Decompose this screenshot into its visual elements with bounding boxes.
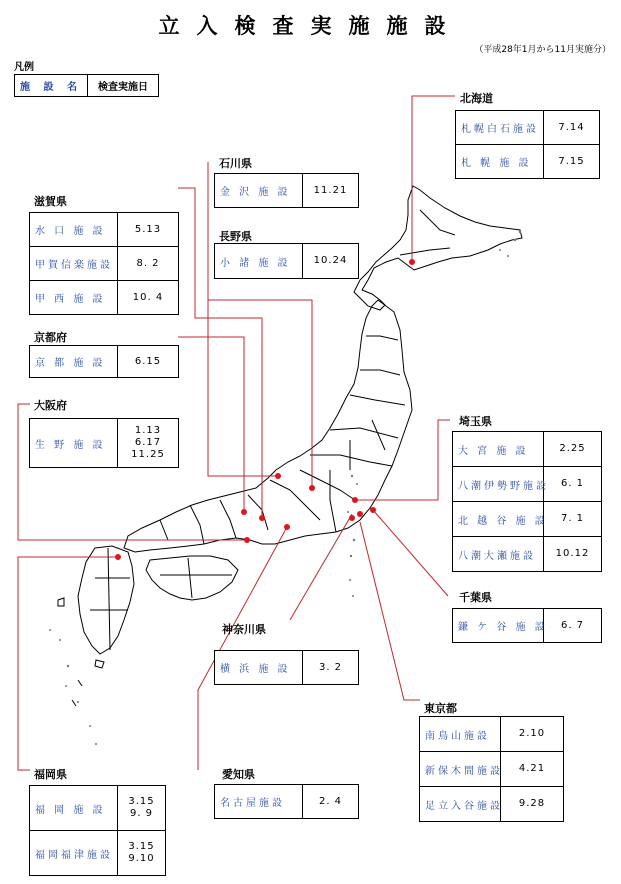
inspection-dates — [501, 787, 563, 821]
facility-row — [30, 247, 178, 281]
facility-name: 福 岡 施 設 — [30, 786, 118, 830]
facility-name: 生 野 施 設 — [30, 419, 118, 467]
facility-row — [215, 651, 358, 684]
facility-name: 八潮大瀬施設 — [453, 537, 544, 571]
facility-name: 札 幌 施 設 — [456, 145, 544, 178]
inspection-dates — [303, 244, 358, 278]
marker-kanagawa — [349, 515, 355, 521]
inspection-dates — [544, 467, 601, 501]
inspection-date: 10. 4 — [132, 291, 164, 303]
inspection-date: 7.14 — [558, 121, 585, 133]
marker-shiga — [259, 515, 265, 521]
facility-name: 新保木間施設 — [420, 752, 501, 786]
facility-name: 大 宮 施 設 — [453, 432, 544, 466]
facility-name: 鎌 ケ 谷 施 設 — [453, 609, 544, 642]
facility-name: 北 越 谷 施 設 — [453, 502, 544, 536]
facility-row — [453, 502, 601, 537]
inspection-date: 2.10 — [518, 728, 546, 739]
facility-name: 京 都 施 設 — [30, 346, 118, 377]
inspection-dates — [303, 785, 358, 818]
facility-name: 札幌白石施設 — [456, 111, 544, 144]
facility-name: 金 沢 施 設 — [215, 174, 303, 207]
facility-row — [215, 244, 358, 278]
pref-label-kyoto: 京都府 — [34, 331, 67, 344]
marker-chiba — [370, 507, 376, 513]
inspection-dates — [118, 419, 178, 467]
inspection-date: 5.13 — [134, 223, 162, 235]
facility-row — [453, 537, 601, 571]
pref-table-fukuoka — [29, 785, 166, 876]
marker-nagano — [309, 485, 315, 491]
pref-label-fukuoka: 福岡県 — [34, 768, 67, 781]
facility-row — [30, 419, 178, 467]
facility-name: 甲 西 施 設 — [30, 281, 118, 314]
marker-kyoto — [241, 509, 247, 515]
facility-row — [420, 752, 563, 787]
inspection-dates — [303, 651, 358, 684]
inspection-date: 6.17 — [134, 437, 162, 448]
facility-row — [456, 111, 599, 145]
pref-table-nagano — [214, 243, 359, 279]
marker-fukuoka — [115, 554, 121, 560]
inspection-date: 6.15 — [134, 355, 162, 367]
inspection-date: 10.12 — [555, 548, 590, 559]
inspection-date: 2. 4 — [318, 795, 343, 807]
inspection-dates — [544, 502, 601, 536]
pref-label-hokkaido: 北海道 — [460, 92, 493, 105]
pref-table-shiga — [29, 212, 179, 315]
pref-table-saitama — [452, 431, 602, 572]
inspection-dates — [118, 786, 165, 830]
inspection-date: 2.25 — [559, 443, 586, 454]
pref-label-kanagawa: 神奈川県 — [222, 623, 266, 636]
pref-label-shiga: 滋賀県 — [34, 195, 67, 208]
facility-row — [456, 145, 599, 178]
facility-row — [453, 609, 601, 642]
facility-row — [420, 787, 563, 821]
facility-name: 南鳥山施設 — [420, 717, 501, 751]
inspection-dates — [544, 432, 601, 466]
facility-row — [420, 717, 563, 752]
inspection-dates — [544, 609, 601, 642]
inspection-dates — [544, 537, 601, 571]
marker-aichi — [284, 524, 290, 530]
pref-label-ishikawa: 石川県 — [219, 157, 252, 170]
pref-table-chiba — [452, 608, 602, 643]
legend-date-label: 検査実施日 — [98, 82, 148, 93]
inspection-dates — [501, 717, 563, 751]
facility-name: 福岡福津施設 — [30, 831, 118, 875]
facility-row — [30, 831, 165, 875]
inspection-dates — [118, 213, 178, 246]
inspection-date: 8. 2 — [136, 257, 160, 269]
pref-table-hokkaido — [455, 110, 600, 179]
inspection-dates — [118, 281, 178, 314]
pref-label-saitama: 埼玉県 — [459, 415, 492, 428]
inspection-date: 11.21 — [313, 184, 348, 196]
facility-name: 名古屋施設 — [215, 785, 303, 818]
pref-label-nagano: 長野県 — [219, 230, 252, 243]
facility-row — [30, 786, 165, 831]
inspection-dates — [118, 247, 178, 280]
pref-label-osaka: 大阪府 — [34, 399, 67, 412]
facility-name: 横 浜 施 設 — [215, 651, 303, 684]
inspection-date: 3.15 — [128, 841, 155, 852]
inspection-date: 9. 9 — [129, 808, 154, 819]
facility-name: 小 諸 施 設 — [215, 244, 303, 278]
facility-row — [30, 281, 178, 314]
pref-table-kyoto — [29, 345, 179, 378]
inspection-date: 6. 1 — [560, 478, 585, 489]
pref-table-aichi — [214, 784, 359, 819]
facility-name: 甲賀信楽施設 — [30, 247, 118, 280]
pref-table-osaka — [29, 418, 179, 468]
facility-name: 足立入谷施設 — [420, 787, 501, 821]
page-subtitle: （平成28年1月から11月実施分） — [474, 45, 611, 55]
inspection-dates — [501, 752, 563, 786]
facility-row — [215, 174, 358, 207]
facility-name: 八潮伊勢野施設 — [453, 467, 544, 501]
inspection-dates — [118, 831, 165, 875]
inspection-date: 10.24 — [313, 255, 348, 266]
facility-row — [453, 432, 601, 467]
page-title: 立入検査実施施設 — [158, 14, 463, 38]
marker-osaka — [244, 537, 250, 543]
facility-name: 水 口 施 設 — [30, 213, 118, 246]
inspection-dates — [118, 346, 178, 377]
facility-row — [30, 346, 178, 377]
inspection-date: 6. 7 — [560, 619, 585, 631]
marker-saitama — [352, 497, 358, 503]
legend-box — [14, 74, 159, 97]
inspection-date: 3.15 — [128, 796, 155, 807]
pref-label-chiba: 千葉県 — [459, 591, 492, 604]
inspection-date: 9.28 — [518, 798, 546, 809]
marker-tokyo — [357, 511, 363, 517]
inspection-date: 7. 1 — [560, 513, 585, 524]
marker-hokkaido — [409, 259, 415, 265]
inspection-date: 9.10 — [128, 853, 155, 864]
inspection-date: 11.25 — [131, 449, 165, 460]
pref-table-tokyo — [419, 716, 564, 822]
inspection-date: 4.21 — [518, 763, 546, 774]
facility-row — [30, 213, 178, 247]
pref-table-ishikawa — [214, 173, 359, 208]
pref-label-aichi: 愛知県 — [222, 768, 255, 781]
inspection-date: 3. 2 — [318, 661, 343, 673]
inspection-date: 7.15 — [558, 155, 585, 167]
inspection-dates — [544, 111, 599, 144]
inspection-date: 1.13 — [134, 425, 162, 436]
legend-facility-label: 施 設 名 — [15, 75, 88, 96]
inspection-dates — [544, 145, 599, 178]
marker-ishikawa — [275, 473, 281, 479]
legend-heading: 凡例 — [14, 62, 34, 73]
pref-table-kanagawa — [214, 650, 359, 685]
pref-label-tokyo: 東京都 — [424, 702, 457, 715]
facility-row — [453, 467, 601, 502]
inspection-dates — [303, 174, 358, 207]
facility-row — [215, 785, 358, 818]
